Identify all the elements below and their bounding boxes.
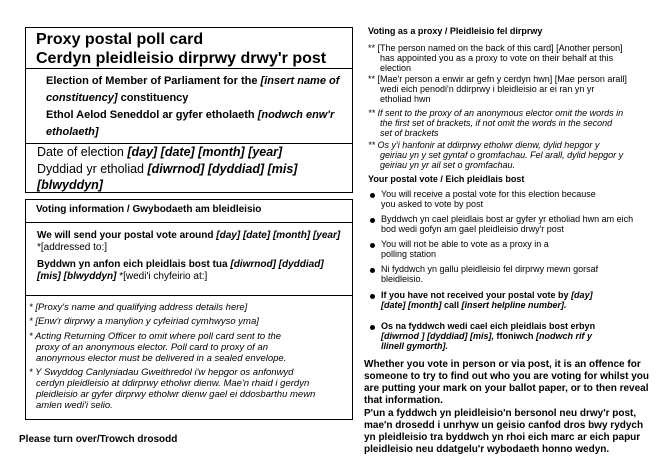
date-placeholder-welsh: [diwrnod] [dyddiad] [mis] <box>147 162 298 176</box>
bullet-icon <box>370 243 375 248</box>
offence-welsh-line-3: yn pleidleisio tra byddwch yn rhoi eich marc ar eich papur <box>364 432 641 443</box>
bullet-6-line-3: llinell gymorth]. <box>381 341 449 351</box>
proxy-note-4-line-2: geiriau yn y set gyntaf o gromfachau. Fel arall, dylid hepgor y <box>380 150 624 160</box>
note-aro-line-1: * Acting Returning Officer to omit where poll card sent to the <box>29 331 282 342</box>
date-label: Date of election <box>37 145 128 159</box>
bullet-5-line-1 <box>381 290 593 301</box>
voting-info-heading: Voting information / Gwybodaeth am bleidleisio <box>36 204 262 215</box>
offence-welsh-line-4: pleidleisio neu ddatgelu'r wybodaeth honno wedyn. <box>364 444 610 455</box>
constituency-placeholder-welsh: [nodwch enw'r <box>257 109 335 121</box>
bullet-icon <box>370 294 375 299</box>
bullet-5-call: call <box>441 300 462 310</box>
bullet-icon <box>370 325 375 330</box>
bullet-5-text: If you have not received your postal vote by <box>381 290 572 300</box>
bullet-icon <box>370 193 375 198</box>
offence-line-4: that information. <box>364 395 443 406</box>
postal-vote-send-welsh <box>37 259 324 271</box>
note-aro-welsh-4: amlen wedi'i selio. <box>36 400 113 411</box>
date-label-welsh: Dyddiad yr etholiad <box>37 162 148 176</box>
election-line-1 <box>46 73 339 90</box>
bullet-1-line-1: You will receive a postal vote for this election because <box>381 189 596 199</box>
bullet-2-line-2: bod wedi gofyn am gael pleidleisio drwy'r post <box>381 224 564 234</box>
bullet-4-line-2: bleidleisio. <box>381 274 424 284</box>
postal-vote-send-english <box>37 230 340 242</box>
bullet-4-line-1: Ni fyddwch yn gallu pleidleisio fel dirprwy mewn gorsaf <box>381 264 599 274</box>
bullet-2-line-1: Byddwch yn cael pleidlais bost ar gyfer yr etholiad hwn am eich <box>381 214 634 224</box>
constituency-placeholder: [insert name of <box>260 75 340 87</box>
date-month-placeholder: [date] [month] <box>381 300 442 310</box>
election-date-welsh <box>37 161 297 178</box>
date-placeholder-welsh: [diwrnod ] [dyddiad] [mis], <box>381 331 494 341</box>
info-text-welsh: Byddwn yn anfon eich pleidlais bost tua <box>37 259 231 270</box>
proxy-note-4-line-3: geiriau yn yr ail set o gromfachau. <box>380 160 516 170</box>
send-date-placeholder-welsh-end: [mis] [blwyddyn] <box>37 271 117 282</box>
election-text-welsh: Ethol Aelod Seneddol ar gyfer etholaeth <box>46 109 258 121</box>
bullet-3-line-2: polling station <box>381 249 437 259</box>
election-date-welsh-year: [blwyddyn] <box>37 178 103 192</box>
postal-vote-send-welsh-2 <box>37 271 207 283</box>
election-line-2 <box>46 90 188 107</box>
bullet-3-line-1: You will not be able to vote as a proxy in a <box>381 239 549 249</box>
election-line-3 <box>46 107 334 124</box>
proxy-heading: Voting as a proxy / Pleidleisio fel dirprwy <box>368 26 543 36</box>
send-date-placeholder-welsh: [diwrnod] [dyddiad] <box>230 259 324 270</box>
bullet-6-line-1: Os na fyddwch wedi cael eich pleidlais bost erbyn <box>381 321 596 331</box>
turn-over-text: Please turn over/Trowch drosodd <box>19 434 178 445</box>
note-aro-welsh-2: cerdyn pleidleisio at ddirprwy etholwr dienw. Mae'n rhaid i gerdyn <box>36 378 310 389</box>
date-placeholder: [day] [date] [month] [year] <box>127 145 283 159</box>
election-date-english <box>37 144 282 161</box>
note-aro-welsh-1: * Y Swyddog Canlyniadau Gweithredol i'w hepgor os anfonwyd <box>29 367 294 378</box>
info-text: We will send your postal vote around <box>37 230 217 241</box>
proxy-note-1-line-3: election <box>380 63 412 73</box>
bullet-5-line-2 <box>381 300 567 311</box>
helpline-placeholder: [insert helpline number]. <box>461 300 567 310</box>
card-title-english: Proxy postal poll card <box>36 31 204 48</box>
card-title-welsh: Cerdyn pleidleisio dirprwy drwy'r post <box>36 50 327 67</box>
election-text: constituency <box>117 92 189 104</box>
election-line-4: etholaeth] <box>46 126 99 138</box>
offence-line-2: someone to try to find out who you are voting for whilst you <box>364 371 649 382</box>
election-text: Election of Member of Parliament for the <box>46 75 261 87</box>
proxy-note-2-line-1: ** [Mae'r person a enwir ar gefn y cerdyn hwn] [Mae person arall] <box>368 74 627 84</box>
proxy-note-3-line-3: set of brackets <box>380 128 439 138</box>
bullet-1-line-2: you asked to vote by post <box>381 199 484 209</box>
bullet-icon <box>370 268 375 273</box>
offence-line-1: Whether you vote in person or via post, it is an offence for <box>364 359 641 370</box>
proxy-note-1-line-2: has appointed you as a proxy to vote on their behalf at this <box>380 53 614 63</box>
offence-welsh-line-1: P'un a fyddwch yn pleidleisio'n bersonol neu drwy'r post, <box>364 408 637 419</box>
postal-vote-heading: Your postal vote / Eich pleidlais bost <box>368 174 525 184</box>
addressed-to-welsh: *[wedi'i chyfeirio at:] <box>116 271 208 282</box>
proxy-note-3-line-1: ** If sent to the proxy of an anonymous elector omit the words in <box>368 108 624 118</box>
helpline-placeholder-welsh: [nodwch rif y <box>536 331 592 341</box>
note-aro-line-3: anonymous elector must be delivered in a sealed envelope. <box>36 353 287 364</box>
send-date-placeholder: [day] [date] [month] [year] <box>216 230 341 241</box>
proxy-note-2-line-3: etholiad hwn <box>380 94 431 104</box>
offence-welsh-line-2: mae'n drosedd i unrhyw un geisio canfod dros bwy rydych <box>364 420 644 431</box>
divider <box>25 222 353 223</box>
proxy-note-4-line-1: ** Os y'i hanfonir at ddirprwy etholwr dienw, dylid hepgor y <box>368 140 600 150</box>
addressed-to: *[addressed to:] <box>37 242 108 253</box>
proxy-note-3-line-2: the first set of brackets, if not omit the words in the second <box>380 118 613 128</box>
note-proxy-name: * [Proxy's name and qualifying address details here] <box>29 302 248 313</box>
day-placeholder: [day] <box>571 290 593 300</box>
constituency-placeholder-end: constituency] <box>46 92 118 104</box>
bullet-6-call: ffoniwch <box>494 331 536 341</box>
proxy-note-2-line-2: wedi eich penodi'n ddirprwy i bleidleisio ar ei ran yn yr <box>380 84 595 94</box>
note-aro-welsh-3: pleidleisio ar gyfer dirprwy etholwr dienw gael ei ddosbarthu mewn <box>36 389 316 400</box>
note-proxy-name-welsh: * [Enw'r dirprwy a manylion y cyfeiriad cymhwyso yma] <box>29 316 259 327</box>
proxy-note-1-line-1: ** [The person named on the back of this card] [Another person] <box>368 43 623 53</box>
bullet-6-line-2 <box>381 331 592 342</box>
offence-line-3: are putting your mark on your ballot paper, or to then reveal <box>364 383 649 394</box>
note-aro-line-2: proxy of an anonymous elector. Poll card to proxy of an <box>36 342 268 353</box>
bullet-icon <box>370 218 375 223</box>
